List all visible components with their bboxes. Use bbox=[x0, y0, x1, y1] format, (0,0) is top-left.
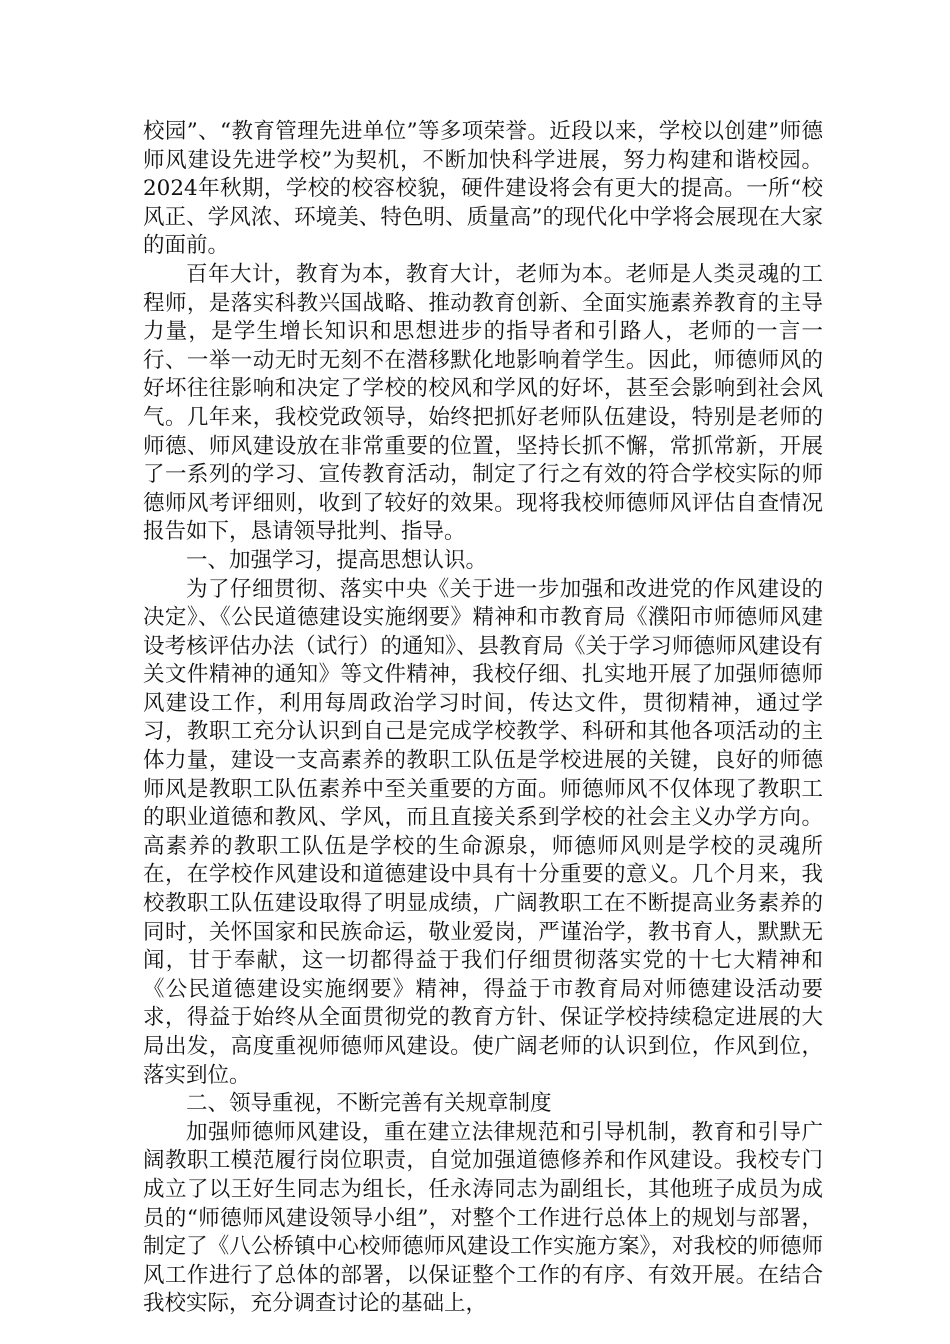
section-heading-1: 一、加强学习，提高思想认识。 bbox=[186, 547, 488, 573]
section-heading-2: 二、领导重视，不断完善有关规章制度 bbox=[186, 1091, 552, 1117]
paragraph-intro-continuation: 校园”、“教育管理先进单位”等多项荣誉。近段以来，学校以创建”师德师风建设先进学校”为契机，不断加快科学进展，努力构建和谐校园。2024年秋期，学校的校容校貌，硬件建设将会有更大的提高。一所“校风正、学风浓、环境美、特色明、质量高”的现代化中学将会展现在大家的面前。 bbox=[143, 119, 823, 259]
document-page bbox=[143, 118, 823, 1319]
paragraph-teacher-importance: 百年大计，教育为本，教育大计，老师为本。老师是人类灵魂的工程师，是落实科教兴国战略、推动教育创新、全面实施素养教育的主导力量，是学生增长知识和思想进步的指导者和引路人，老师的一言一行、一举一动无时无刻不在潜移默化地影响着学生。因此，师德师风的好坏往往影响和决定了学校的校风和学风的好坏，甚至会影响到社会风气。几年来，我校党政领导，始终把抓好老师队伍建设，特别是老师的师德、师风建设放在非常重要的位置，坚持长抓不懈，常抓常新，开展了一系列的学习、宣传教育活动，制定了行之有效的符合学校实际的师德师风考评细则，收到了较好的效果。现将我校师德师风评估自查情况报告如下，恳请领导批判、指导。 bbox=[143, 261, 823, 545]
paragraph-leadership-rules: 加强师德师风建设，重在建立法律规范和引导机制，教育和引导广阔教职工模范履行岗位职责，自觉加强道德修养和作风建设。我校专门成立了以王好生同志为组长，任永涛同志为副组长，其他班子成员为成员的“师德师风建设领导小组”，对整个工作进行总体上的规划与部署，制定了《八公桥镇中心校师德师风建设工作实施方案》，对我校的师德师风工作进行了总体的部署，以保证整个工作的有序、有效开展。在结合我校实际，充分调查讨论的基础上， bbox=[143, 1119, 823, 1317]
paragraph-study-implementation: 为了仔细贯彻、落实中央《关于进一步加强和改进党的作风建设的决定》、《公民道德建设实施纲要》精神和市教育局《濮阳市师德师风建设考核评估办法（试行）的通知》、县教育局《关于学习师德师风建设有关文件精神的通知》等文件精神，我校仔细、扎实地开展了加强师德师风建设工作，利用每周政治学习时间，传达文件，贯彻精神，通过学习，教职工充分认识到自己是完成学校教学、科研和其他各项活动的主体力量，建设一支高素养的教职工队伍是学校进展的关键，良好的师德师风是教职工队伍素养中至关重要的方面。师德师风不仅体现了教职工的职业道德和教风、学风，而且直接关系到学校的社会主义办学方向。高素养的教职工队伍是学校的生命源泉，师德师风则是学校的灵魂所在，在学校作风建设和道德建设中具有十分重要的意义。几个月来，我校教职工队伍建设取得了明显成绩，广阔教职工在不断提高业务素养的同时，关怀国家和民族命运，敬业爱岗，严谨治学，教书育人，默默无闻，甘于奉献，这一切都得益于我们仔细贯彻落实党的十七大精神和《公民道德建设实施纲要》精神，得益于市教育局对师德建设活动要求，得益于始终从全面贯彻党的教育方针、保证学校持续稳定进展的大局出发，高度重视师德师风建设。使广阔老师的认识到位，作风到位，落实到位。 bbox=[143, 576, 823, 1088]
